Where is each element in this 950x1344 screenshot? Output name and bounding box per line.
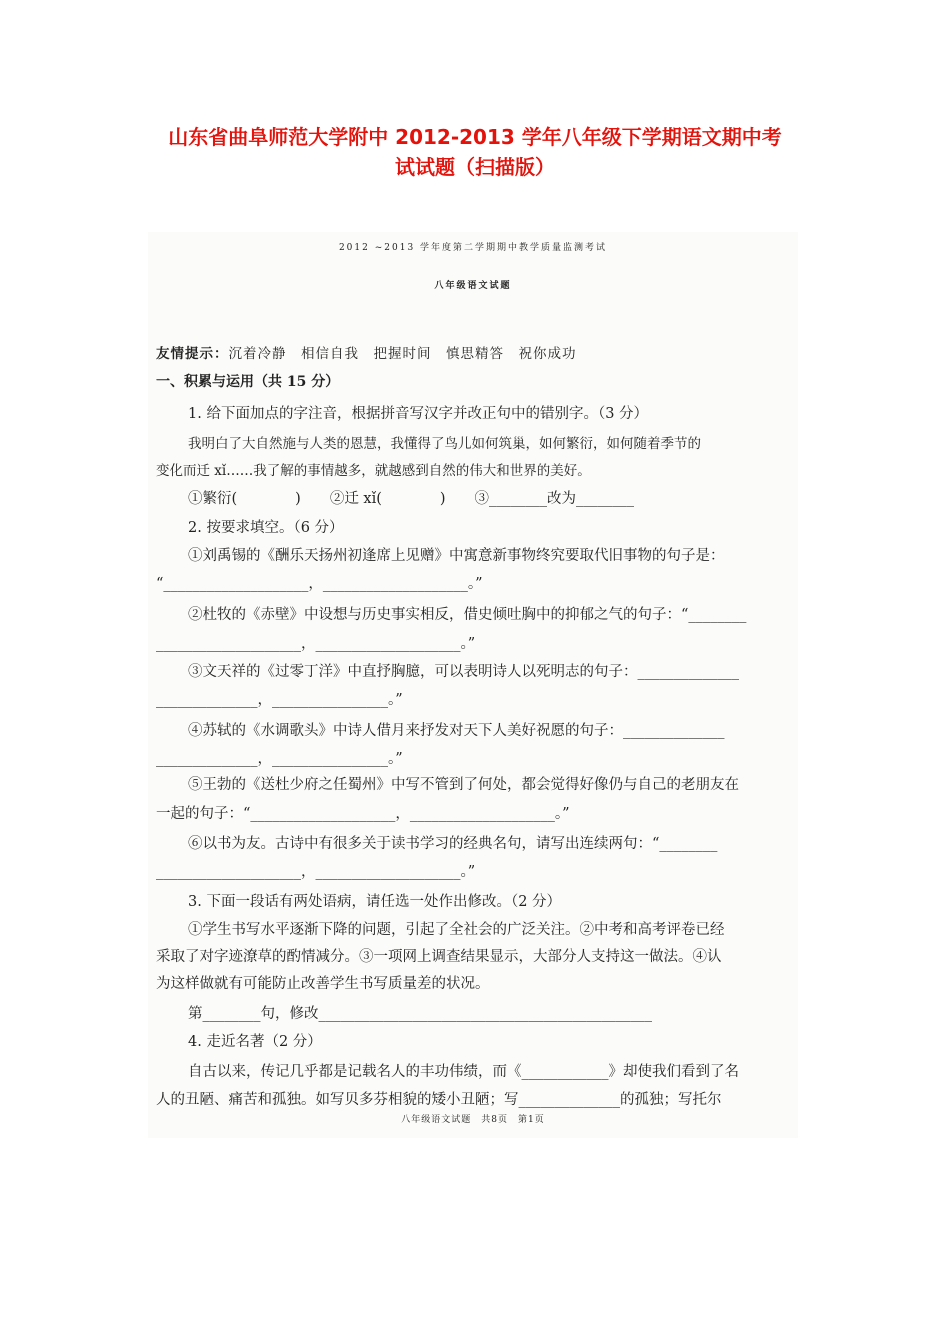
document-title-line-2: 试试题（扫描版） bbox=[395, 155, 555, 179]
question-line: “____________________，____________________。” bbox=[156, 576, 483, 592]
tips-label: 友情提示： bbox=[156, 346, 229, 362]
question-line: ①学生书写水平逐渐下降的问题，引起了全社会的广泛关注。②中考和高考评卷已经 bbox=[188, 922, 725, 938]
question-line: ④苏轼的《水调歌头》中诗人借月来抒发对天下人美好祝愿的句子：______________ bbox=[188, 723, 725, 739]
friendly-tips bbox=[156, 342, 577, 362]
question-line: ____________________，____________________。” bbox=[156, 636, 476, 652]
question-line: ______________，________________。” bbox=[156, 751, 403, 767]
question-line: ______________，________________。” bbox=[156, 692, 403, 708]
question-line: 我明白了大自然施与人类的恩慧，我懂得了鸟儿如何筑巢，如何繁衍，如何随着季节的 bbox=[188, 436, 701, 452]
page-footer: 八年级语文试题 共8页 第1页 bbox=[401, 1115, 545, 1125]
question-line: ____________________，____________________。” bbox=[156, 864, 476, 880]
question-line: ①繁衍( ) ②迁 xǐ( ) ③________改为________ bbox=[188, 491, 635, 507]
question-line: ⑤王勃的《送杜少府之任蜀州》中写不管到了何处，都会觉得好像仍与自己的老朋友在 bbox=[188, 777, 739, 793]
question-line: 第________句，修改______________________________________________ bbox=[188, 1006, 652, 1022]
question-line: 3. 下面一段话有两处语病，请任选一处作出修改。（2 分） bbox=[188, 894, 562, 910]
question-line: 为这样做就有可能防止改善学生书写质量差的状况。 bbox=[156, 976, 490, 992]
question-line: 2. 按要求填空。（6 分） bbox=[188, 520, 344, 536]
question-line: ②杜牧的《赤壁》中设想与历史事实相反，借史倾吐胸中的抑郁之气的句子：“________ bbox=[188, 607, 747, 623]
section-heading: 一、积累与运用（共 15 分） bbox=[156, 374, 340, 390]
question-line: 1. 给下面加点的字注音，根据拼音写汉字并改正句中的错别字。（3 分） bbox=[188, 406, 649, 422]
question-line: 采取了对字迹潦草的酌情减分。③一项网上调查结果显示，大部分人支持这一做法。④认 bbox=[156, 949, 722, 965]
question-line: ⑥以书为友。古诗中有很多关于读书学习的经典名句，请写出连续两句：“________ bbox=[188, 836, 718, 852]
exam-title: 八年级语文试题 bbox=[434, 281, 512, 291]
exam-header: 2012 ~2013 学年度第二学期期中教学质量监测考试 bbox=[338, 243, 608, 253]
question-line: 变化而迁 xǐ……我了解的事情越多，就越感到自然的伟大和世界的美好。 bbox=[156, 463, 591, 479]
question-line: ①刘禹锡的《酬乐天扬州初逢席上见赠》中寓意新事物终究要取代旧事物的句子是： bbox=[188, 548, 725, 564]
question-line: ③文天祥的《过零丁洋》中直抒胸臆，可以表明诗人以死明志的句子：______________ bbox=[188, 664, 739, 680]
question-line: 4. 走近名著（2 分） bbox=[188, 1034, 322, 1050]
question-line: 自古以来，传记几乎都是记载名人的丰功伟绩，而《____________》却使我们看到了名 bbox=[188, 1064, 739, 1080]
document-title bbox=[0, 122, 950, 182]
tips-text: 沉着冷静 相信自我 把握时间 慎思精答 祝你成功 bbox=[228, 346, 577, 362]
question-line: 一起的句子：“____________________，____________________。” bbox=[156, 806, 570, 822]
question-line: 人的丑陋、痛苦和孤独。如写贝多芬相貌的矮小丑陋；写______________的孤独；写托尔 bbox=[156, 1092, 722, 1108]
document-title-line-1: 山东省曲阜师范大学附中 2012-2013 学年八年级下学期语文期中考 bbox=[168, 125, 782, 149]
scanned-exam-page bbox=[148, 232, 798, 1138]
